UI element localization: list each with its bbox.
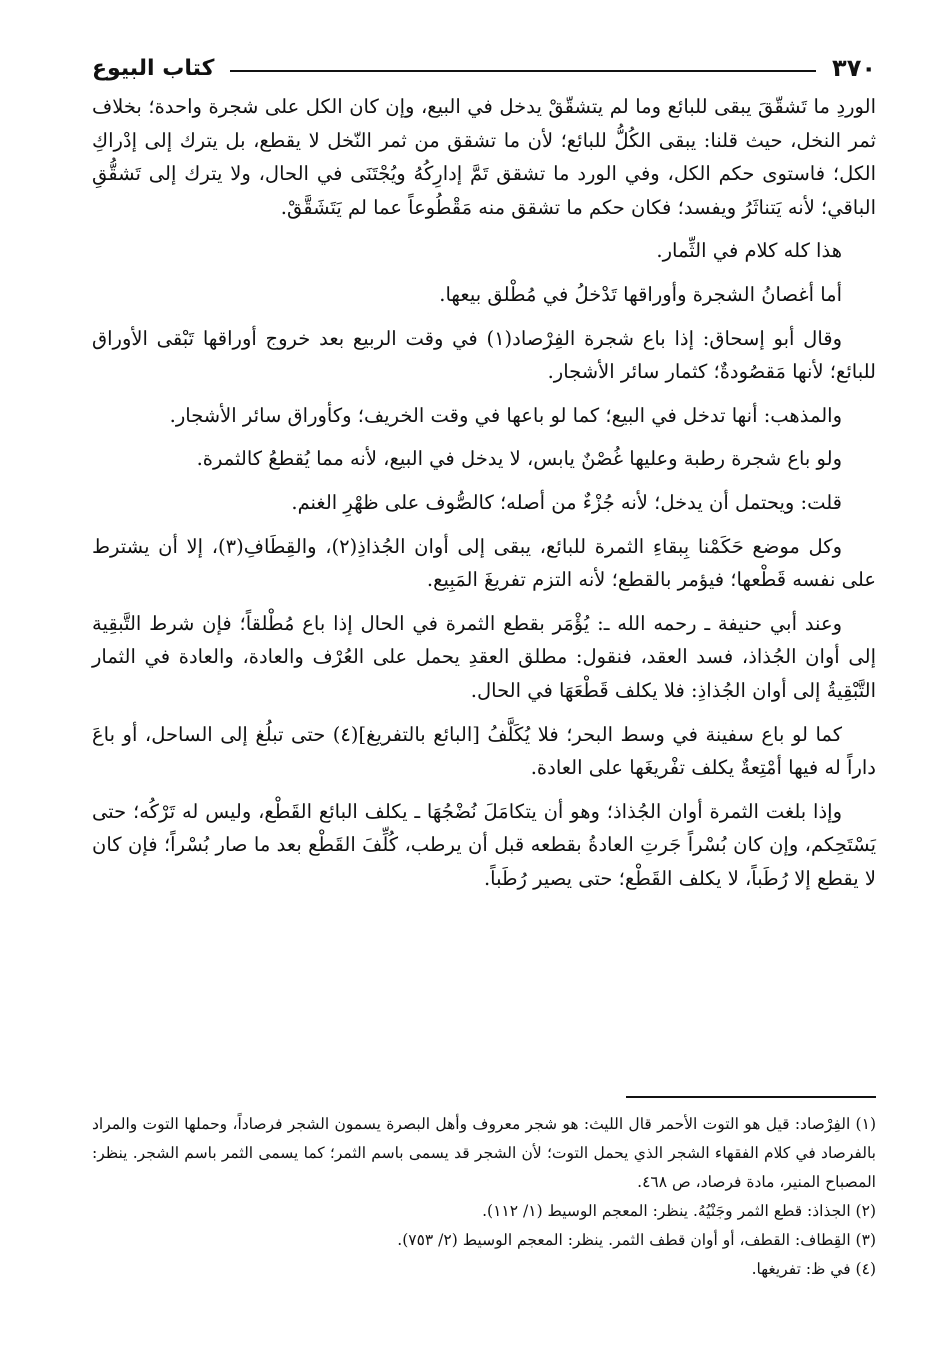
body-text: [92, 90, 876, 905]
paragraph-4: وقال أبو إسحاق: إذا باع شجرة الفِرْصاد(١) في وقت الربيع بعد خروج أوراقها تَبْقى الأوراق للبائع؛ لأنها مَقصُودةٌ؛ كثمار سائر الأشجار.: [92, 326, 876, 384]
page-number: ٣٧٠: [832, 54, 876, 82]
paragraph-8: وكل موضع حَكَمْنا بِبقاءِ الثمرة للبائع، يبقى إلى أوان الجُذاذِ(٢)، والقِطَافِ(٣)، إلا أن يشترط على نفسه قَطْعها؛ فيؤمر بالقطع؛ لأنه التزم تفريغَ المَبِيع.: [92, 534, 876, 592]
book-title: كتاب البيوع: [92, 55, 215, 81]
page-header: [92, 48, 876, 88]
paragraph-11: وإذا بلغت الثمرة أوان الجُذاذ؛ وهو أن يتكامَلَ نُضْجُهَا ـ يكلف البائع القَطْع، وليس له تَرْكُه؛ حتى يَسْتَحِكم، وإن كان بُسْراً جَرتِ العادةُ بقطعه قبل أن يرطب، كُلِّفَ القَطْع بعد ما صار بُسْراً؛ فإن كان لا يقطع إلا رُطَباً، لا يكلف القَطْع؛ حتى يصير رُطَباً.: [92, 799, 876, 890]
paragraph-6: ولو باع شجرة رطبة وعليها غُصْنٌ يابس، لا يدخل في البيع، لأنه مما يُقطعُ كالثمرة.: [196, 447, 842, 471]
paragraph-3: أما أغصانُ الشجرة وأوراقها تَدْخلُ في مُطْلق بيعها.: [439, 282, 842, 306]
footnote-1: (١) الفِرْصاد: قيل هو التوت الأحمر قال الليث: هو شجر معروف وأهل البصرة يسمون الشجر فرصاداً، وحملها التوت والمراد بالفرصاد في كلام الفقهاء الشجر الذي يحمل التوت؛ لأن الشجر قد يسمى باسم الثمر؛ كما يسمى الثمر باسم الشجر. ينظر: المصباح المنير، مادة فرصاد، ص ٤٦٨.: [92, 1115, 876, 1191]
footnotes: [92, 1110, 876, 1284]
paragraph-9: وعند أبي حنيفة ـ رحمه الله ـ: يُؤْمَر بقطع الثمرة في الحال إذا باع مُطْلقاً؛ فإن شرط التَّبقِية إلى أوان الجُذاذ، فسد العقد، فنقول: مطلق العقدِ يحمل على العُرْف والعادة، والعادة في الثمار التَّبْقِيةُ إلى أوان الجُذاذِ: فلا يكلف قَطْعَهَا في الحال.: [92, 611, 876, 702]
header-rule: [230, 70, 816, 72]
paragraph-7: قلت: ويحتمل أن يدخل؛ لأنه جُزْءٌ من أصله؛ كالصُّوف على ظهْرِ الغنم.: [291, 490, 842, 514]
paragraph-2: هذا كله كلام في الثِّمار.: [656, 239, 842, 263]
footnote-2: (٢) الجذاذ: قطع الثمر وجَنْيُهُ. ينظر: المعجم الوسيط (١/ ١١٢).: [482, 1202, 876, 1220]
paragraph-1: الوردِ ما تَشقّقَ يبقى للبائع وما لم يتشقّقْ يدخل في البيع، وإن كان الكل على شجرة واحدة؛ بخلاف ثمر النخل، حيث قلنا: يبقى الكُلُّ للبائع؛ لأن ما تشقق من ثمر النّخل لا يقطع، بل يترك إلى إدْراكِ الكل؛ فاستوى حكم الكل، وفي الورد ما تشقق تَمَّ إدارِكُهُ ويُجْتَنَى في الحال، ولا يترك إلى تَشقُّقِ الباقي؛ لأنه يَتناثَرُ ويفسد؛ فكان حكم ما تشقق منه مَقْطُوعاً عما لم يَتَشَقَّقْ.: [92, 95, 876, 219]
footnote-3: (٣) القِطاف: القطف، أو أوان قطف الثمر. ينظر: المعجم الوسيط (٢/ ٧٥٣).: [397, 1231, 876, 1249]
footnote-separator: [626, 1096, 876, 1098]
paragraph-10: كما لو باع سفينة في وسط البحر؛ فلا يُكَلَّفُ [البائع بالتفريغ](٤) حتى تبلُغ إلى الساحل، أو باعَ داراً له فيها أمْتِعةٌ يكلف تفْريغَها على العادة.: [92, 722, 876, 780]
footnote-4: (٤) في ظ: تفريغها.: [751, 1260, 876, 1278]
paragraph-5: والمذهب: أنها تدخل في البيع؛ كما لو باعها في وقت الخريف؛ وكأوراق سائر الأشجار.: [169, 403, 842, 427]
